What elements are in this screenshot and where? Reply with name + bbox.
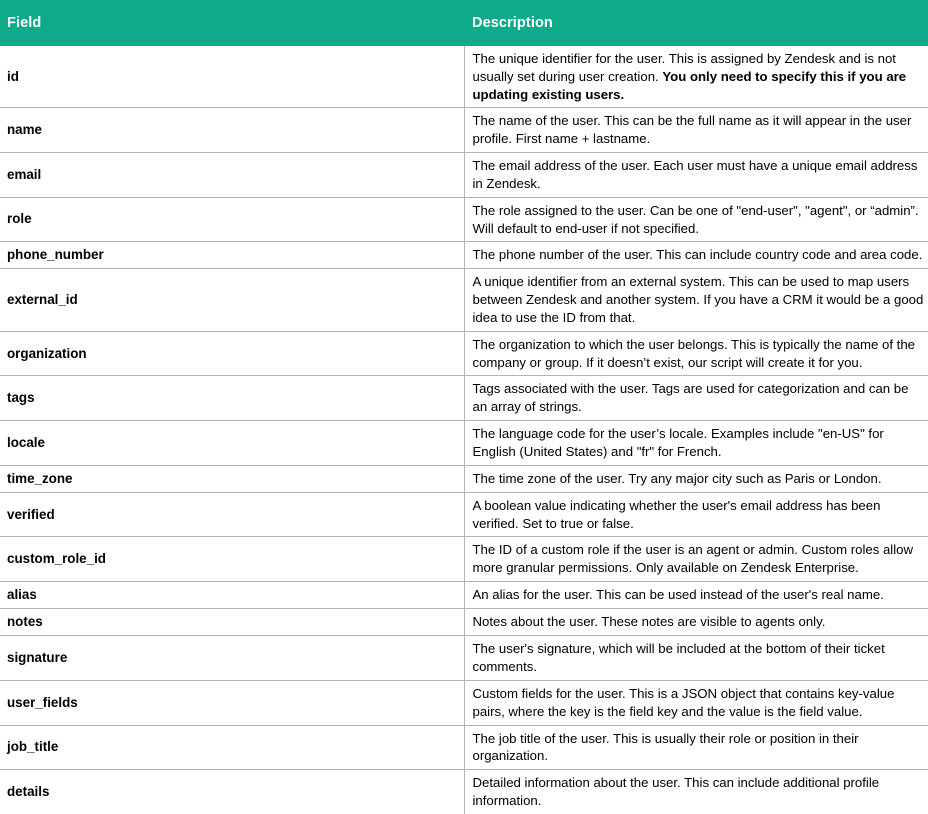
table-row <box>0 242 928 269</box>
field-name-cell: organization <box>0 331 464 376</box>
table-header-row <box>0 0 928 46</box>
column-header-field: Field <box>0 0 464 46</box>
field-name-cell: job_title <box>0 725 464 770</box>
description-text: The time zone of the user. Try any major city such as Paris or London. <box>472 470 882 486</box>
field-name-cell: signature <box>0 636 464 681</box>
field-name-cell: alias <box>0 582 464 609</box>
field-description-cell <box>464 582 928 609</box>
field-description-cell <box>464 108 928 153</box>
table-row <box>0 421 928 466</box>
field-description-cell <box>464 46 928 108</box>
description-text: The role assigned to the user. Can be one of "end-user", "agent", or “admin”. Will default to end-user if not specified. <box>472 202 919 236</box>
field-name-cell: notes <box>0 609 464 636</box>
table-row <box>0 465 928 492</box>
description-text: Notes about the user. These notes are visible to agents only. <box>472 614 826 630</box>
table-row <box>0 46 928 108</box>
table-header <box>0 0 928 46</box>
field-description-cell <box>464 537 928 582</box>
field-name-cell: details <box>0 770 464 814</box>
field-name-cell: verified <box>0 492 464 537</box>
field-description-cell <box>464 421 928 466</box>
description-text: Tags associated with the user. Tags are used for categorization and can be an array of strings. <box>472 381 909 415</box>
table-row <box>0 331 928 376</box>
table-row <box>0 153 928 198</box>
field-description-cell <box>464 609 928 636</box>
field-description-cell <box>464 465 928 492</box>
table-row <box>0 376 928 421</box>
description-text: An alias for the user. This can be used instead of the user's real name. <box>472 587 884 603</box>
field-name-cell: user_fields <box>0 680 464 725</box>
table-row <box>0 108 928 153</box>
table-row <box>0 680 928 725</box>
description-text: The language code for the user’s locale. Examples include "en-US" for English (United States) and "fr" for French. <box>472 426 884 459</box>
description-emphasis-text: You only need to specify this if you are updating existing users. <box>472 68 907 102</box>
table-body <box>0 46 928 814</box>
table-row <box>0 725 928 770</box>
table-row <box>0 269 928 331</box>
field-name-cell: email <box>0 153 464 198</box>
description-text: The unique identifier for the user. This is assigned by Zendesk and is not usually set during user creation. <box>472 51 896 84</box>
field-name-cell: name <box>0 108 464 153</box>
field-description-cell <box>464 242 928 269</box>
description-text: The name of the user. This can be the full name as it will appear in the user profile. First name + lastname. <box>472 113 912 147</box>
field-name-cell: custom_role_id <box>0 537 464 582</box>
field-name-cell: tags <box>0 376 464 421</box>
field-name-cell: phone_number <box>0 242 464 269</box>
field-description-cell <box>464 492 928 537</box>
field-description-cell <box>464 680 928 725</box>
field-description-cell <box>464 376 928 421</box>
description-text: The organization to which the user belongs. This is typically the name of the company or group. If it doesn’t exist, our script will create it for you. <box>472 336 916 370</box>
description-text: Detailed information about the user. This can include additional profile information. <box>472 775 880 808</box>
table-row <box>0 537 928 582</box>
description-text: The job title of the user. This is usually their role or position in their organization. <box>472 730 859 764</box>
table-row <box>0 197 928 242</box>
column-header-description: Description <box>464 0 928 46</box>
description-text: The email address of the user. Each user must have a unique email address in Zendesk. <box>472 158 918 191</box>
field-description-cell <box>464 725 928 770</box>
table-row <box>0 582 928 609</box>
field-name-cell: id <box>0 46 464 108</box>
table-row <box>0 492 928 537</box>
table-row <box>0 609 928 636</box>
field-name-cell: time_zone <box>0 465 464 492</box>
description-text: The ID of a custom role if the user is an agent or admin. Custom roles allow more granular permissions. Only available on Zendesk Enterprise. <box>472 542 914 576</box>
description-text: A unique identifier from an external system. This can be used to map users between Zendesk and another system. If you have a CRM it would be a good idea to use the ID from that. <box>472 274 924 326</box>
table-row <box>0 770 928 814</box>
field-description-cell <box>464 269 928 331</box>
field-description-cell <box>464 636 928 681</box>
field-description-cell <box>464 197 928 242</box>
field-name-cell: locale <box>0 421 464 466</box>
table-row <box>0 636 928 681</box>
field-description-cell <box>464 153 928 198</box>
field-name-cell: external_id <box>0 269 464 331</box>
description-text: The phone number of the user. This can include country code and area code. <box>472 247 923 263</box>
field-description-cell <box>464 770 928 814</box>
description-text: The user's signature, which will be included at the bottom of their ticket comments. <box>472 641 885 675</box>
description-text: A boolean value indicating whether the user's email address has been verified. Set to true or false. <box>472 497 881 531</box>
field-name-cell: role <box>0 197 464 242</box>
field-description-cell <box>464 331 928 376</box>
description-text: Custom fields for the user. This is a JSON object that contains key-value pairs, where the key is the field key and the value is the field value. <box>472 685 895 719</box>
